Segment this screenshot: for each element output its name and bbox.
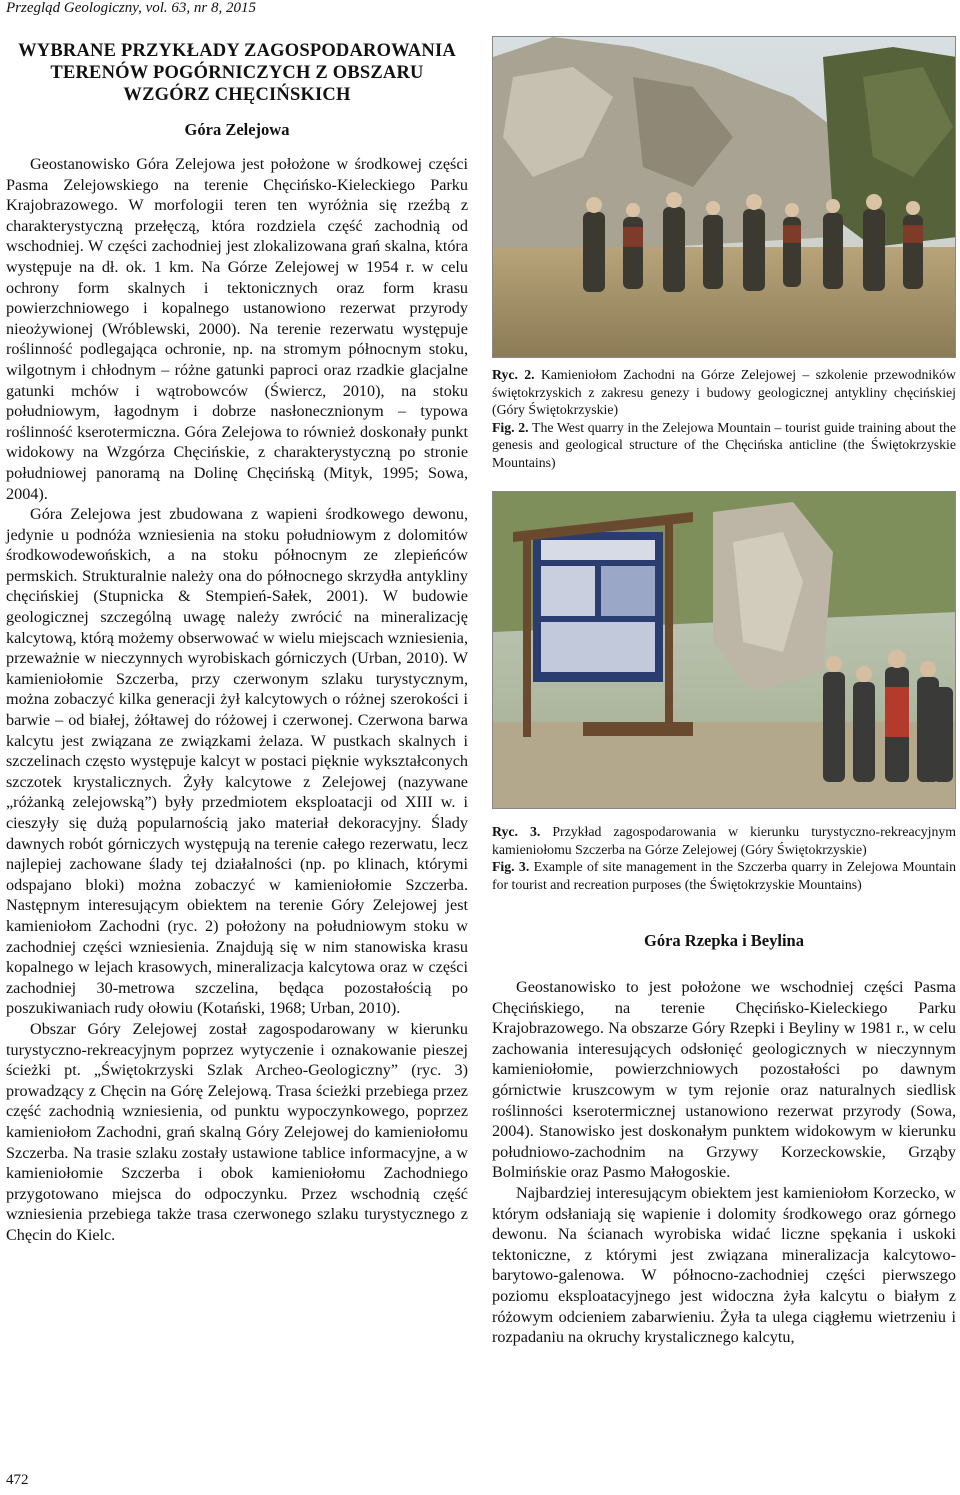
body-paragraph: Geostanowisko to jest położone we wschodniej części Pasma Chęcińskiego, na terenie Chęcińsko-Kieleckiego Parku Krajobrazowego. Na obszarze Góry Rzepki i Beyliny w 1981 r., w celu zachowania interesujących odsłonięć geologicznych w nieczynnym kamieniołomie, powierzchniowych pozostałości po dawnym górnictwie kruszcowym w tym rejonie oraz naturalnych siedlisk roślinności kserotermicznej ustanowiono rezerwat przyrody (Sowa, 2004). Stanowisko jest doskonałym punktem widokowym w kierunku południowo-zachodnim na Grzywy Korzeckowskie, Grząby Bolmińskie oraz Pasmo Małogoskie. [492, 978, 956, 1182]
caption-en [492, 419, 956, 472]
caption-en [492, 858, 956, 893]
caption-text: Example of site management in the Szczerba quarry in Zelejowa Mountain for tourist and recreation purposes (the Świętokrzyskie Mountains) [492, 859, 957, 892]
article-title [6, 40, 468, 106]
figure-2-caption [492, 366, 956, 471]
body-paragraph: Obszar Góry Zelejowej został zagospodarowany w kierunku turystyczno-rekreacyjnym poprzez wytyczenie i oznakowanie pieszej ścieżki pt. „Świętokrzyski Szlak Archeo-Geologiczny” (ryc. 3) prowadzący z Chęcin na Górę Zelejową. Trasa ścieżki przebiega przez część zachodnią wzniesienia, od punktu wypoczynkowego, poprzez kamieniołom Zachodni, grań skalną Góry Zelejowej do kamieniołomu Szczerba. Na trasie szlaku zostały ustawione tablice informacyjne, a w kamieniołomie Szczerba i obok kamieniołomu Zachodniego przygotowano miejsca do odpoczynku. Przez wschodnią część wzniesienia przebiega także trasa czerwonego szlaku turystycznego z Chęcin do Kielc. [6, 1019, 468, 1244]
figure-2-photo [492, 36, 956, 358]
caption-text: Kamieniołom Zachodni na Górze Zelejowej – szkolenie przewodników świętokrzyskich z zakresu genezy i budowy geologicznej antykliny chęcińskiej (Góry Świętokrzyskie) [492, 367, 957, 417]
body-paragraph: Góra Zelejowa jest zbudowana z wapieni środkowego dewonu, jedynie u podnóża wzniesienia na stoku południowym z dolomitów środkowodewońskich, a na stoku północnym ze zlepieńców permskich. Strukturalnie należy ona do północnego skrzydła antykliny chęcińskiej (Stupnicka & Stempień-Sałek, 2001). W budowie geologicznej szczególną uwagę należy zwrócić na mineralizację kalcytową, którą możemy obserwować w wielu miejscach wzniesienia, przeważnie w nieczynnych wyrobiskach górniczych (Urban, 2010). W kamieniołomie Szczerba, przy czerwonym szlaku turystycznym, można zobaczyć kilka generacji żył kalcytowych o różnej szerokości i barwie – od białej, żółtawej do różowej i czerwonej. Czerwona barwa kalcytu jest związana ze związkami żelaza. W pustkach skalnych i szczelinach często występuje kalcyt w postaci pięknie wykształconych szczotek krystalicznych. Żyły kalcytowe z Zelejowej (nazywane „różanką zelejowską”) były przedmiotem eksploatacji od XIII w. i cieszyły się dużą popularnością jako materiał dekoracyjny. Ślady dawnych robót górniczych występują na terenie całego rezerwatu, lecz najlepiej zachowane ślady tej działalności (np. po klinach, którymi odspajano bloki) można zobaczyć w kamieniołomie Szczerba. Następnym interesującym obiektem na terenie Góry Zelejowej jest kamieniołom Zachodni (ryc. 2) położony na południowym stoku w zachodniej części wzniesienia. Znajdują się w nim stanowiska krasu kopalnego w lejach krasowych, mineralizacja kalcytowa oraz w części zachodniej 30-metrowa szczelina, będąca pozostałością po poszukiwaniach rudy ołowiu (Kotański, 1968; Urban, 2010). [6, 505, 468, 1018]
section-heading-rzepka: Góra Rzepka i Beylina [644, 931, 804, 950]
caption-label: Ryc. 2. [492, 367, 535, 382]
caption-label: Fig. 3. [492, 859, 530, 874]
figure-3-photo [492, 491, 956, 809]
article-title-line: WZGÓRZ CHĘCIŃSKICH [123, 85, 351, 105]
figure-3-caption [492, 823, 956, 893]
left-column [6, 40, 468, 1245]
caption-text: Przykład zagospodarowania w kierunku turystyczno-rekreacyjnym kamieniołomu Szczerba na Górze Zelejowej (Góry Świętokrzyskie) [492, 824, 956, 857]
running-head: Przegląd Geologiczny, vol. 63, nr 8, 2015 [6, 0, 256, 16]
body-paragraph: Geostanowisko Góra Zelejowa jest położone w środkowej części Pasma Zelejowskiego na terenie Chęcińsko-Kieleckiego Parku Krajobrazowego. W morfologii teren ten wyróżnia się rzeźbą z charakterystyczną przełęczą, która rozdziela część zachodnią od wschodniej. W części zachodniej jest zlokalizowana grań skalna, która występuje na dł. ok. 1 km. Na Górze Zelejowej w 1954 r. w celu ochrony form skalnych i tektonicznych oraz form krasu powierzchniowego i kopalnego ustanowiono rezerwat przyrody nieożywionej (Wróblewski, 2000). Na terenie rezerwatu występuje roślinność podlegająca ochronie, np. na stromym północnym stoku, wilgotnym i chłodnym – różne gatunki paproci oraz rzadkie glacjalne gatunki mchów i wątrobowców (Świercz, 2010), na stoku południowym, łagodnym i dobrze nasłonecznionym – typowa roślinność kserotermiczna. Góra Zelejowa to również doskonały punkt widokowy na Wzgórza Chęcińskie, z charakterystyczną po stronie południowej panoramą na Dolinę Chęcińską (Mityk, 1995; Sowa, 2004). [6, 155, 468, 503]
article-title-line: WYBRANE PRZYKŁADY ZAGOSPODAROWANIA [18, 41, 456, 61]
caption-label: Ryc. 3. [492, 824, 541, 839]
caption-pl [492, 823, 956, 858]
page-number: 472 [6, 1472, 29, 1488]
section-heading-zelejowa: Góra Zelejowa [184, 120, 290, 139]
body-paragraph: Najbardziej interesującym obiektem jest kamieniołom Korzecko, w którym odsłaniają się wapienie i dolomity środkowego oraz górnego dewonu. Na ścianach wyrobiska widać liczne spękania i uskoki tektoniczne, z którymi jest związana mineralizacja kalcytowo-barytowo-galenowa. W północno-zachodniej części pierwszego poziomu eksploatacyjnego jest widoczna żyła kalcytu o białym z różowym odcieniem zabarwieniu. Żyła ta ulega ciągłemu wietrzeniu i rozpadaniu na okruchy krystalicznego kalcytu, [492, 1183, 956, 1347]
caption-pl [492, 366, 956, 419]
caption-label: Fig. 2. [492, 419, 529, 435]
article-title-line: TERENÓW POGÓRNICZYCH Z OBSZARU [50, 63, 424, 83]
right-column [492, 36, 956, 1348]
caption-text: The West quarry in the Zelejowa Mountain – tourist guide training about the genesis and geological structure of the Chęcińska anticline (the Świętokrzyskie Mountains) [492, 419, 957, 470]
